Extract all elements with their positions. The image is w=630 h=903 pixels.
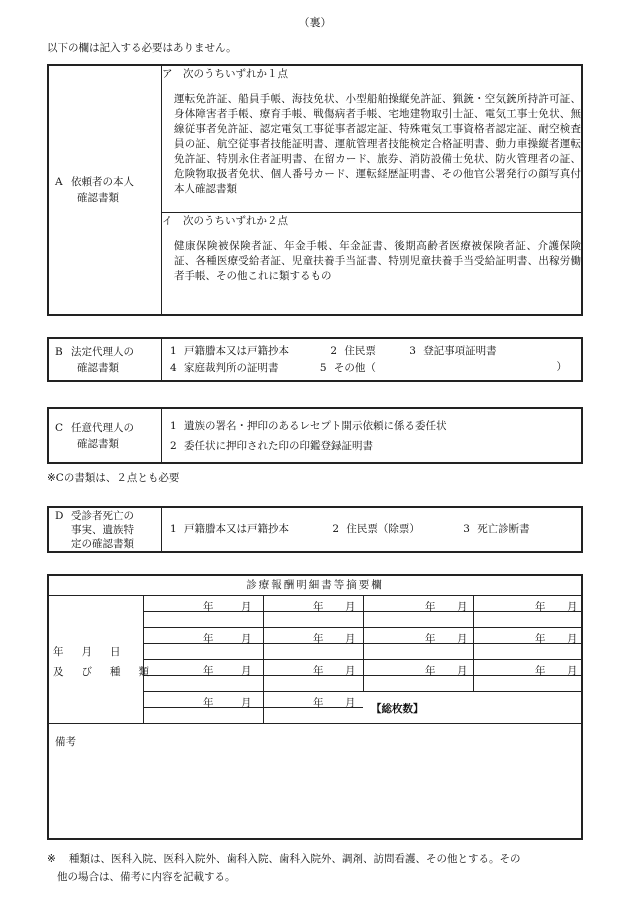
footnote-line2: 他の場合は、備考に内容を記載する。 [57,871,236,883]
section-b-label [48,338,162,381]
section-a-option-2-heading: イ 次のうちいずれか２点 [162,215,288,227]
month-label: 月 [345,697,356,709]
year-label: 年 [535,633,546,645]
section-c-documents [162,408,583,463]
month-label: 月 [567,633,578,645]
section-c-row-2 [170,436,581,456]
list-item-number: 4 [170,361,177,374]
list-item: 死亡診断書 [477,523,530,535]
section-c-note: ※Cの書類は、２点とも必要 [47,472,180,484]
summary-title: 診療報酬明細書等摘要欄 [49,576,581,596]
section-b-label-line2: 確認書類 [77,361,119,374]
list-item-number: 2 [330,344,338,357]
section-d-label-line3: 定の確認書類 [71,537,134,550]
list-item-number: 5 [319,361,327,374]
list-item: その他（ [333,361,376,374]
section-b-documents [162,338,583,381]
year-label: 年 [203,601,214,613]
section-b-row-1 [170,343,581,360]
section-c-table [47,407,583,464]
section-a-option-1 [162,65,583,213]
section-d-row [170,521,581,538]
section-b-row-2 [170,360,581,377]
year-label: 年 [535,665,546,677]
year-label: 年 [203,665,214,677]
month-label: 月 [567,665,578,677]
list-item: 遺族の署名・押印のあるレセプト開示依頼に係る委任状 [184,419,447,432]
list-item-number: 3 [409,344,416,357]
year-label: 年 [203,633,214,645]
list-item: 委任状に押印された印の印鑑登録証明書 [184,439,373,452]
list-item-number: 2 [170,439,177,452]
footnote [47,850,587,886]
list-item: 住民票（除票） [346,523,420,535]
section-c-label-line1: 任意代理人の [71,421,134,434]
remarks-label: 備考 [55,736,76,748]
section-a-letter: A [55,176,63,188]
date-and-type-label [53,642,167,682]
list-item: 戸籍謄本又は戸籍抄本 [184,344,289,357]
section-b-table [47,337,583,382]
section-a-option-2-documents: 健康保険被保険者証、年金手帳、年金証書、後期高齢者医療被保険者証、介護保険証、各種医療受給者証、児童扶養手当証書、特別児童扶養手当受給証明書、出稼労働者手帳、その他これに類するもの [174,240,581,282]
section-c-label [48,408,162,463]
month-label: 月 [457,633,468,645]
year-label: 年 [313,665,324,677]
list-item: 戸籍謄本又は戸籍抄本 [184,523,289,535]
section-c-letter: C [55,421,64,434]
list-item-number: 2 [332,523,340,535]
section-a-option-1-documents: 運転免許証、船員手帳、海技免状、小型船舶操縦免許証、猟銃・空気銃所持許可証、身体障害者手帳、療育手帳、戦傷病者手帳、宅地建物取引士証、電気工事士免状、無線従事者免許証、認定電気工事従事者認定証、特殊電気工事資格者認定証、耐空検査員の証、航空従事者技能証明書、運航管理者技能検定合格証明書、動力車操縦者運転免許証、特別永住者証明書、在留カード、旅券、消防設備士免状、防火管理者の証、危険物取扱者免状、個人番号カード、運転経歴証明書、その他官公署発行の顔写真付本人確認書類 [174,93,581,195]
month-label: 月 [457,665,468,677]
list-item: 家庭裁判所の証明書 [184,361,279,374]
section-b-letter: B [55,345,63,358]
month-label: 月 [345,633,356,645]
month-label: 月 [241,665,252,677]
page-side-title: （裏） [298,16,332,29]
section-c-label-line2: 確認書類 [77,437,119,450]
year-label: 年 [313,601,324,613]
section-a-label-line2: 確認書類 [77,192,119,204]
section-c-row-1 [170,416,581,436]
type-label: 及び種類 [53,666,167,678]
section-d-table [47,506,583,553]
total-sheets-label: 【総枚数】 [371,703,424,715]
section-a-table [47,64,583,316]
year-label: 年 [425,633,436,645]
year-label: 年 [425,601,436,613]
date-label: 年月日 [53,646,139,658]
year-label: 年 [313,633,324,645]
month-label: 月 [345,665,356,677]
section-a-label [48,65,162,315]
summary-table [47,574,583,840]
footnote-mark: ※ [47,853,56,865]
section-d-letter: D [55,509,64,522]
year-label: 年 [313,697,324,709]
section-d-documents [162,507,583,552]
section-a-option-1-heading: ア 次のうちいずれか１点 [162,68,288,80]
month-label: 月 [457,601,468,613]
section-a-label-line1: 依頼者の本人 [71,176,134,188]
section-d-label-line2: 事実、遺族特 [71,523,134,536]
month-label: 月 [241,601,252,613]
footnote-line1: 種類は、医科入院、医科入院外、歯科入院、歯科入院外、調剤、訪問看護、その他とする。その [69,853,521,865]
section-b-label-line1: 法定代理人の [71,345,134,358]
year-label: 年 [203,697,214,709]
section-b-close-paren: ） [556,361,567,373]
month-label: 月 [345,601,356,613]
section-d-label [48,507,162,552]
list-item-number: 1 [170,523,177,535]
month-label: 月 [567,601,578,613]
year-label: 年 [535,601,546,613]
list-item-number: 1 [170,344,177,357]
month-label: 月 [241,697,252,709]
list-item: 住民票 [344,344,376,357]
section-a-option-2 [162,213,583,316]
section-d-label-line1: 受診者死亡の [71,509,134,522]
month-label: 月 [241,633,252,645]
intro-text: 以下の欄は記入する必要はありません。 [47,42,237,54]
list-item: 登記事項証明書 [423,344,497,357]
year-label: 年 [425,665,436,677]
list-item-number: 1 [170,419,177,432]
list-item-number: 3 [463,523,470,535]
